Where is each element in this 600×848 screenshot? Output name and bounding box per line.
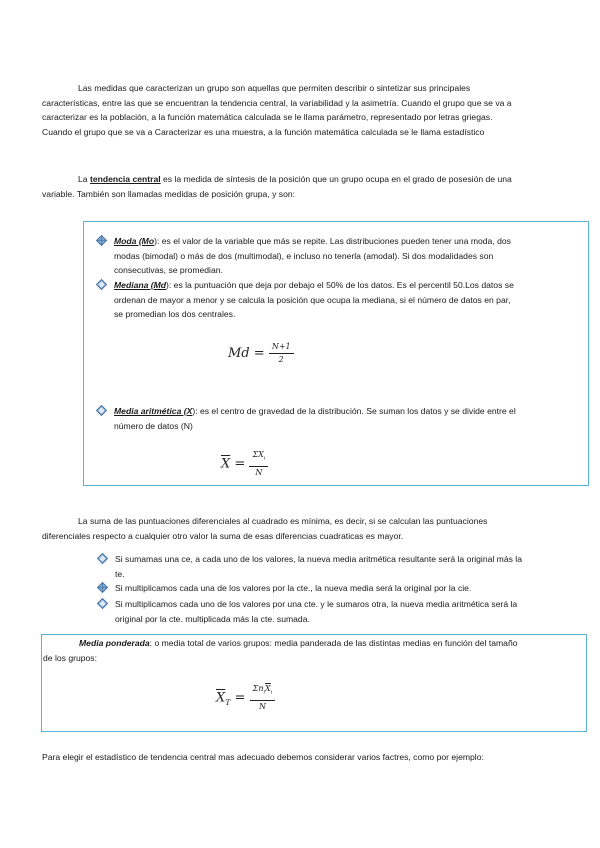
tendencia-line-2: variable. También son llamadas medidas de posición grupa, y son: bbox=[42, 188, 296, 199]
media-formula: $\overline{X}$ = $\frac{\Sigma X_i}{N}$ bbox=[221, 449, 268, 479]
ponderada-formula: $\overline{X}_T$ = $\frac{\Sigma n_i\overline{X}_i}{N}$ bbox=[216, 683, 275, 713]
media-item: Media aritmética (X): es el centro de gravedad de la distribución. Se suman los datos y se divide entre el número de datos (N) bbox=[96, 404, 594, 433]
diamond-bullet-icon bbox=[97, 582, 108, 593]
mediana-formula: Md = $\frac{N+1}{2}$ bbox=[228, 341, 294, 366]
mediana-item: Mediana (Md): es la puntuación que deja por debajo el 50% de los datos. Es el percentil 50.Los datos se ordenan de mayor a menor y se calcula la posición que ocupa la mediana, si el número de datos en par, se promedian los dos centrales. bbox=[96, 278, 594, 322]
closing-paragraph: Para elegir el estadístico de tendencia central mas adecuado debemos considerar varios factres, como por ejemplo: bbox=[42, 752, 484, 762]
tendencia-term: tendencia central bbox=[89, 174, 161, 184]
ponderada-paragraph: Media ponderada: o media total de varios grupos: media panderada de las distintas medias en función del tamaño de los grupos: bbox=[43, 638, 518, 663]
intro-line-4: Cuando el grupo que se va a Caracterizar es una muestra, a la función matemática calculada se le llama estadístico bbox=[42, 126, 485, 137]
property-item: Si multiplicamos cada una de los valores por la cte., la nueva media será la original por la cie. bbox=[97, 581, 600, 596]
moda-term: Moda (Mo bbox=[114, 236, 155, 246]
diamond-bullet-icon bbox=[96, 279, 107, 290]
diamond-bullet-icon bbox=[96, 235, 107, 246]
media-term: Media aritmética (X bbox=[114, 406, 193, 416]
tendencia-paragraph: La tendencia central es la medida de síntesis de la posición que un grupo ocupa en el grado de posesión de una variable. También son llamadas medidas de posición grupa, y son: bbox=[42, 172, 590, 201]
intro-line-3: caracterizar es la población, a la función matemática calculada se le llama parámetro, representado por letras griegas. bbox=[42, 112, 493, 123]
ponderada-term: Media ponderada bbox=[79, 638, 150, 648]
intro-line-2: características, entre las que se encuentran la tendencia central, la variabilidad y la asimetría. Cuando el grupo que se va a bbox=[42, 97, 512, 108]
mediana-term: Mediana (Md bbox=[114, 280, 167, 290]
diamond-bullet-icon bbox=[97, 598, 108, 609]
intro-line-1: Las medidas que caracterizan un grupo son aquellas que permiten describir o sintetizar sus principales bbox=[78, 83, 471, 93]
diamond-bullet-icon bbox=[96, 405, 107, 416]
suma-paragraph: La suma de las puntuaciones diferenciales al cuadrado es mínima, es decir, si se calculan las puntuaciones diferenciales respecto a cualquier otro valor la suma de esas diferencias cuadraticas es mayor. bbox=[42, 516, 488, 541]
intro-paragraph bbox=[42, 81, 590, 139]
diamond-bullet-icon bbox=[97, 553, 108, 564]
property-item: Si multiplicamos cada uno de los valores por una cte. y le sumaros otra, la nueva media aritmética será la original por la cte. multiplicada más la cte. sumada. bbox=[97, 597, 600, 626]
moda-item: Moda (Mo): es el valor de la variable que más se repite. Las distribuciones pueden tener una moda, dos modas (bimodal) o más de dos (multimodal), e incluso no tenerla (amodal). Si dos modalidades son consecutivas, se promedian. bbox=[96, 234, 594, 278]
property-item: Si sumamas una ce, a cada uno de los valores, la nueva media aritmética resultante será la original más la te. bbox=[97, 552, 600, 581]
